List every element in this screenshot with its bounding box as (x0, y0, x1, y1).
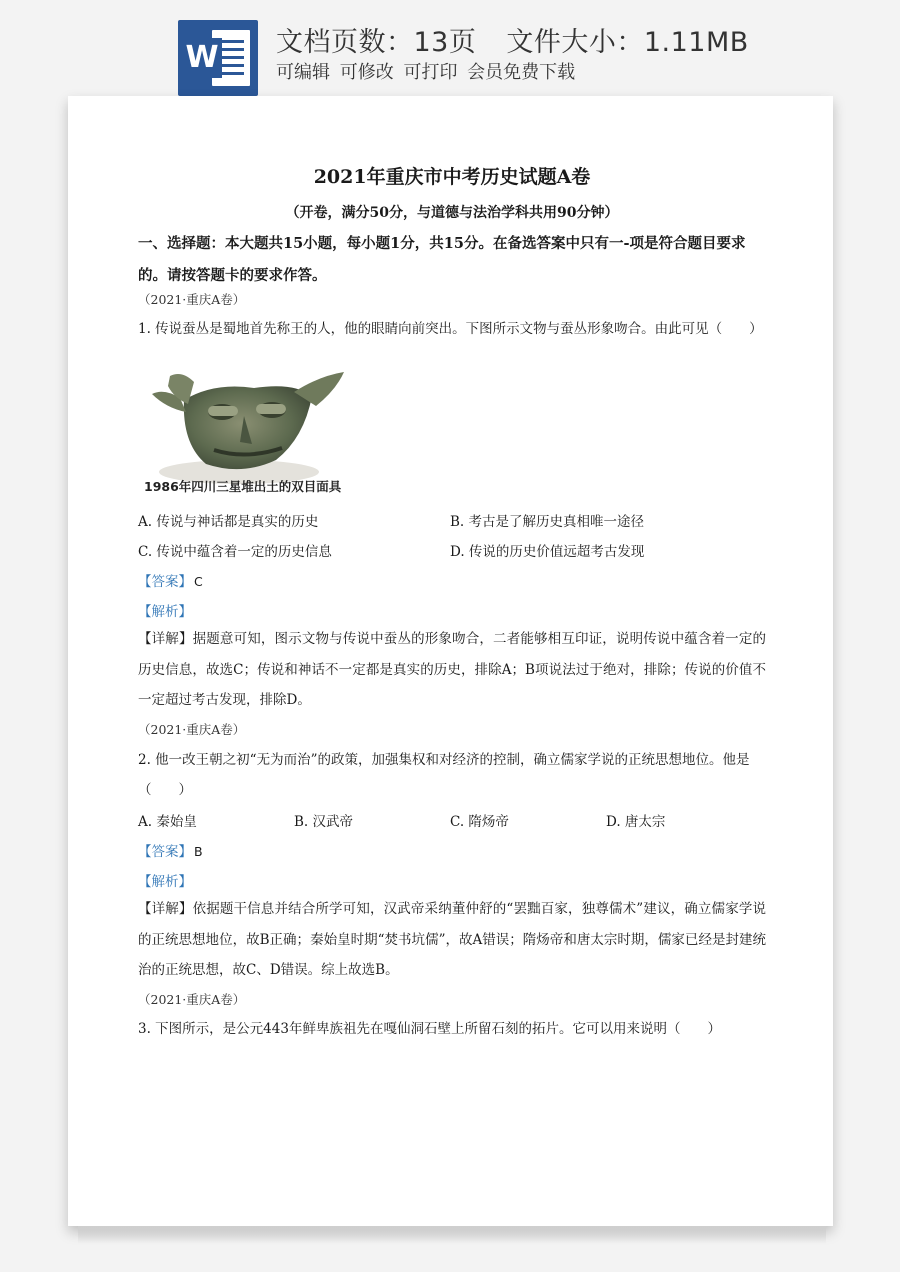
option-c: C. 隋炀帝 (450, 814, 509, 830)
answer-value: C (194, 574, 203, 589)
question-source: （2021·重庆A卷） (138, 722, 246, 737)
question-source: （2021·重庆A卷） (138, 992, 246, 1007)
option-a: A. 传说与神话都是真实的历史 (138, 514, 319, 530)
option-c: C. 传说中蕴含着一定的历史信息 (138, 544, 332, 560)
document-subtitle: （开卷，满分50分，与道德与法治学科共用90分钟） (285, 205, 619, 221)
word-document-icon (178, 20, 258, 96)
section-heading: 一、选择题：本大题共15小题，每小题1分，共15分。在备选答案中只有一-项是符合题目要求的。请按答题卡的要求作答。 (138, 235, 746, 284)
file-size: 文件大小：1.11MB (506, 27, 749, 58)
question-1-stem: 1. 传说蚕丛是蜀地首先称王的人，他的眼睛向前突出。下图所示文物与蚕丛形象吻合。由此可见（ ） (138, 321, 763, 337)
mask-artifact-image (144, 352, 354, 492)
answer-value: B (194, 844, 203, 859)
option-d: D. 唐太宗 (606, 814, 666, 830)
page-count: 文档页数：13页 (276, 27, 477, 58)
option-a: A. 秦始皇 (138, 814, 197, 830)
question-2-stem: 2. 他一改王朝之初“无为而治”的政策，加强集权和对经济的控制，确立儒家学说的正统思想地位。他是（ ） (138, 752, 750, 798)
feature-list: 可编辑 可修改 可打印 会员免费下载 (276, 62, 576, 83)
question-3-stem: 3. 下图所示，是公元443年鲜卑族祖先在嘎仙洞石壁上所留石刻的拓片。它可以用来说明（ ） (138, 1021, 721, 1037)
word-icon-letter: W (182, 38, 222, 78)
document-title: 2021年重庆市中考历史试题A卷 (313, 166, 591, 188)
question-source: （2021·重庆A卷） (138, 292, 246, 307)
option-b: B. 汉武帝 (294, 814, 354, 830)
answer-line: 【答案】 B (138, 844, 203, 860)
option-b: B. 考古是了解历史真相唯一途径 (450, 514, 645, 530)
page-shadow (78, 1226, 826, 1244)
question-2-detail: 【详解】依据题干信息并结合所学可知，汉武帝采纳董仲舒的“罢黜百家，独尊儒术”建议，确立儒家学说的正统思想地位，故B正确；秦始皇时期“焚书坑儒”，故A错误；隋炀帝和唐太宗时期，儒家已经是封建统治的正统思想，故C、D错误。综上故选B。 (138, 901, 766, 978)
analysis-label: 【解析】 (138, 874, 192, 890)
option-d: D. 传说的历史价值远超考古发现 (450, 544, 645, 560)
answer-line: 【答案】 C (138, 574, 203, 590)
question-1-detail: 【详解】据题意可知，图示文物与传说中蚕丛的形象吻合，二者能够相互印证，说明传说中蕴含着一定的历史信息，故选C；传说和神话不一定都是真实的历史，排除A；B项说法过于绝对，排除；传说的价值不一定超过考古发现，排除D。 (138, 631, 766, 708)
document-page (68, 96, 833, 1226)
figure-caption: 1986年四川三星堆出土的双目面具 (144, 479, 342, 494)
download-banner (0, 0, 900, 96)
analysis-label: 【解析】 (138, 604, 192, 620)
